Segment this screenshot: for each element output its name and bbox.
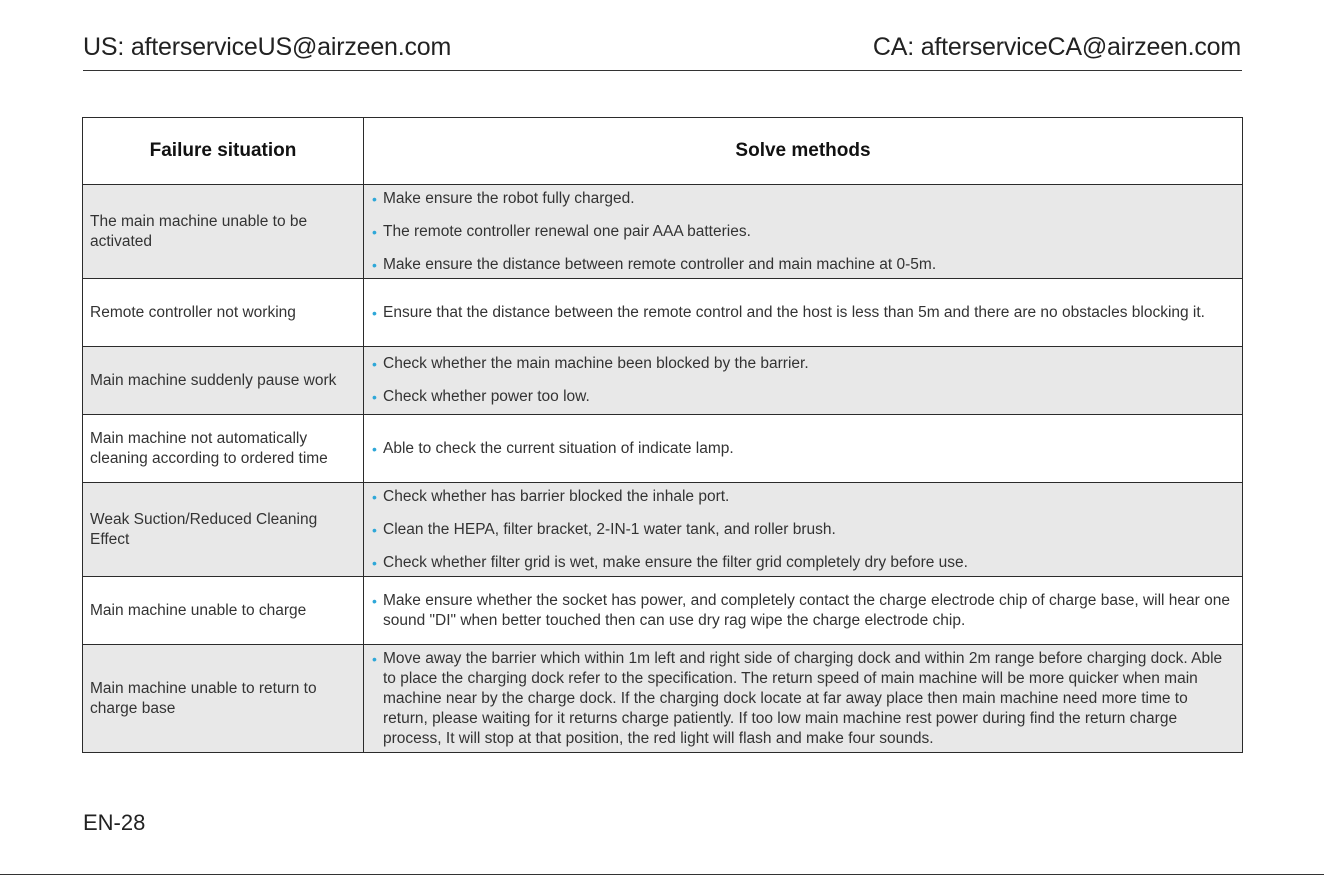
solve-item: • Clean the HEPA, filter bracket, 2-IN-1 water tank, and roller brush. [372, 520, 1234, 540]
us-contact-email: US: afterserviceUS@airzeen.com [83, 33, 452, 61]
failure-cell: The main machine unable to be activated [83, 185, 364, 279]
failure-cell: Main machine suddenly pause work [83, 347, 364, 415]
page-number: EN-28 [83, 810, 146, 835]
table-row [83, 415, 1243, 483]
solve-list [372, 439, 1234, 459]
solve-item: • Check whether the main machine been blocked by the barrier. [372, 354, 1234, 374]
solve-item: • Move away the barrier which within 1m left and right side of charging dock and within 2m range before charging dock. Able to place the charging dock refer to the specification. The return speed of main machine will be more quicker when main machine near by the charge dock. If the charging dock locate at far away place then main machine need more time to return, please waiting for it returns charge patiently. If too low main machine rest power during find the return charge process, It will stop at that position, the red light will flash and make four sounds. [372, 649, 1234, 749]
solve-cell [364, 577, 1243, 645]
column-header-solve: Solve methods [364, 118, 1243, 185]
failure-cell: Remote controller not working [83, 279, 364, 347]
footer-divider [0, 874, 1324, 875]
solve-list [372, 189, 1234, 275]
table-row [83, 645, 1243, 753]
solve-cell [364, 415, 1243, 483]
solve-list [372, 354, 1234, 407]
solve-item: • Check whether power too low. [372, 387, 1234, 407]
solve-item: • The remote controller renewal one pair AAA batteries. [372, 222, 1234, 242]
solve-item: • Make ensure the distance between remote controller and main machine at 0-5m. [372, 255, 1234, 275]
failure-cell: Main machine not automatically cleaning according to ordered time [83, 415, 364, 483]
solve-list [372, 303, 1234, 323]
solve-cell [364, 347, 1243, 415]
solve-item: • Make ensure the robot fully charged. [372, 189, 1234, 209]
ca-contact-email: CA: afterserviceCA@airzeen.com [872, 33, 1241, 61]
solve-list [372, 487, 1234, 573]
solve-item: • Able to check the current situation of indicate lamp. [372, 439, 1234, 459]
table-row [83, 577, 1243, 645]
table-header-row [83, 118, 1243, 185]
solve-cell [364, 645, 1243, 753]
failure-cell: Main machine unable to charge [83, 577, 364, 645]
solve-cell [364, 279, 1243, 347]
header-divider [83, 70, 1242, 71]
solve-item: • Check whether has barrier blocked the inhale port. [372, 487, 1234, 507]
column-header-failure: Failure situation [83, 118, 364, 185]
table-row [83, 483, 1243, 577]
troubleshooting-table [82, 117, 1243, 753]
solve-list [372, 591, 1234, 631]
solve-item: • Check whether filter grid is wet, make ensure the filter grid completely dry before use. [372, 553, 1234, 573]
solve-list [372, 649, 1234, 749]
table-row [83, 279, 1243, 347]
table-row [83, 347, 1243, 415]
failure-cell: Main machine unable to return to charge base [83, 645, 364, 753]
solve-cell [364, 483, 1243, 577]
solve-cell [364, 185, 1243, 279]
solve-item: • Ensure that the distance between the remote control and the host is less than 5m and there are no obstacles blocking it. [372, 303, 1234, 323]
failure-cell: Weak Suction/Reduced Cleaning Effect [83, 483, 364, 577]
table-row [83, 185, 1243, 279]
solve-item: • Make ensure whether the socket has power, and completely contact the charge electrode chip of charge base, will hear one sound "DI" when better touched then can use dry rag wipe the charge electrode chip. [372, 591, 1234, 631]
